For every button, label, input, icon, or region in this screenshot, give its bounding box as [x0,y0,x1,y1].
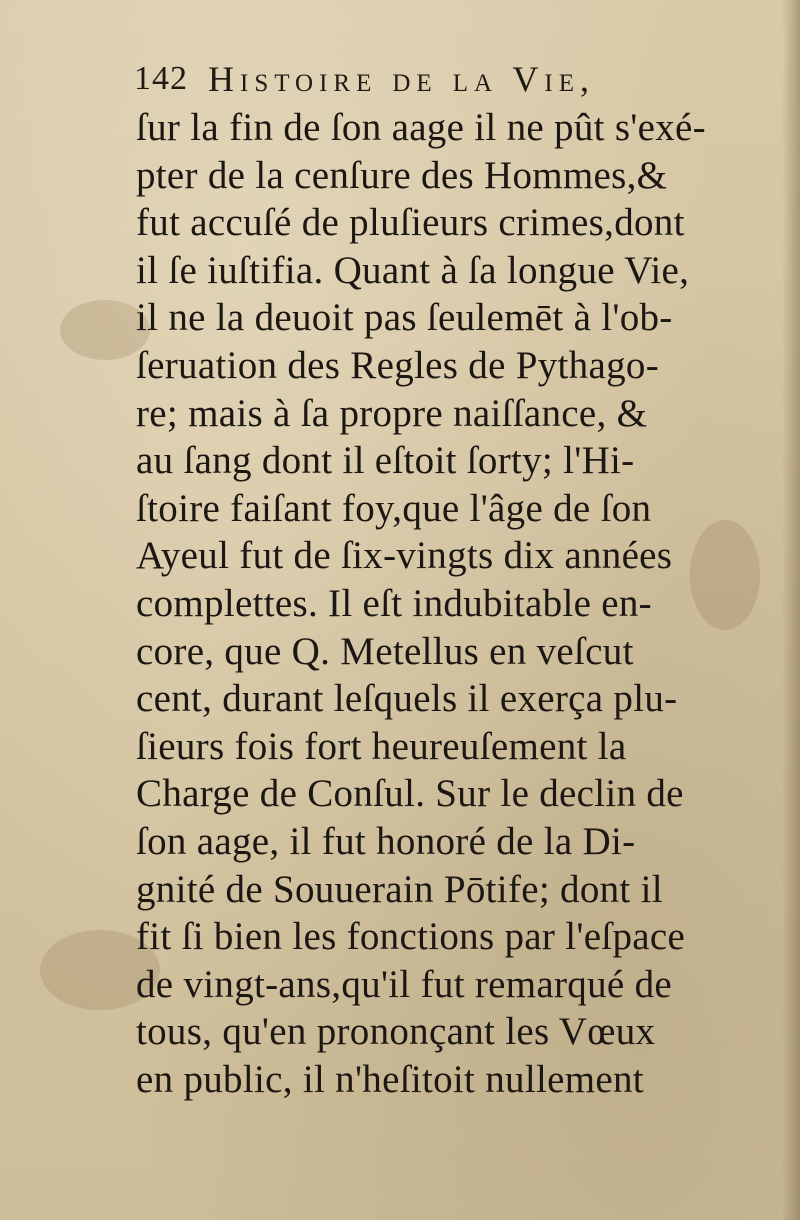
text-line: gnité de Souuerain Pōtife; dont il [136,867,663,911]
text-line: ſtoire faiſant foy,que l'âge de ſon [136,486,652,530]
text-line: Charge de Conſul. Sur le declin de [136,772,684,816]
text-line: complettes. Il eſt indubitable en- [136,581,652,625]
text-line: tous, qu'en prononçant les Vœux [136,1010,656,1054]
text-line: cent, durant leſquels il exerça plu- [136,677,678,721]
page-edge-shadow [782,0,800,1220]
text-line: re; mais à ſa propre naiſſance, & [136,391,648,435]
text-line: ſur la fin de ſon aage il ne pût s'exé- [136,106,706,149]
page-number: 142 [134,60,188,97]
text-line: pter de la cenſure des Hommes,& [136,153,668,197]
text-line: au ſang dont il eſtoit ſorty; l'Hi- [136,439,635,483]
text-line: il ſe iuſtifia. Quant à ſa longue Vie, [136,248,690,292]
text-line: il ne la deuoit pas ſeulemēt à l'ob- [136,296,673,340]
page-header [134,58,694,102]
text-line: ſieurs fois fort heureuſement la [136,724,627,768]
body-text [136,104,736,1103]
text-line: fut accuſé de pluſieurs crimes,dont [136,201,685,245]
text-line: de vingt-ans,qu'il fut remarqué de [136,962,672,1006]
text-line: fit ſi bien les fonctions par l'eſpace [136,915,686,959]
text-line: core, que Q. Metellus en veſcut [136,629,634,673]
text-line: Ayeul fut de ſix-vingts dix années [136,534,673,578]
text-line: ſon aage, il fut honoré de la Di- [136,819,636,863]
running-title: Histoire de la Vie, [208,59,595,99]
text-line: en public, il n'heſitoit nullement [136,1057,644,1101]
text-line: ſeruation des Regles de Pythago- [136,343,659,387]
